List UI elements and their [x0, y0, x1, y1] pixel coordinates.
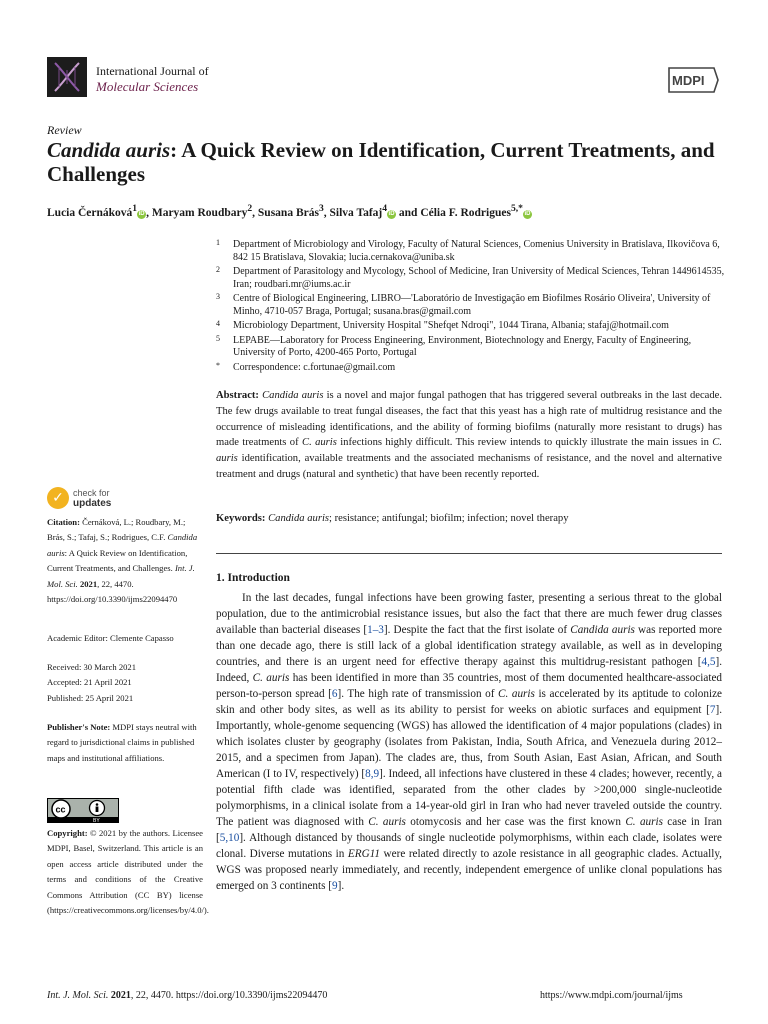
author-name[interactable]: Maryam Roudbary: [151, 206, 248, 219]
journal-name: [96, 64, 209, 94]
author-name[interactable]: Célia F. Rodrigues: [420, 206, 511, 219]
citation-block: [47, 515, 203, 607]
article-type: Review: [47, 123, 82, 137]
text-run: ; resistance; antifungal; biofilm; infection; novel therapy: [329, 513, 569, 524]
footer-citation: [47, 990, 327, 1001]
text-run: ]. Importantly, whole-genome sequencing (WGS) has allowed the identification of 4 major populations (clades) in which isolates cluster by geography (isolates from Pakistan, India, South Africa, and Venezuela during 2012–2015, and a specimen from Japan). The clades are, thus, from South Asian, East Asian, African, and South American (I to IV, respectively) [: [216, 704, 722, 780]
footer-journal: Int. J. Mol. Sci.: [47, 990, 109, 1001]
author-affiliation-number: 5,*: [510, 203, 523, 214]
italic-term: C. auris: [625, 816, 663, 828]
text-run: ]. The high rate of transmission of: [337, 688, 499, 700]
journal-name-line1: International Journal of: [96, 64, 209, 78]
affiliation-number: 2: [216, 265, 220, 274]
svg-text:cc: cc: [55, 804, 66, 815]
author-affiliation-number: 3: [318, 203, 324, 214]
text-run: ]. Indeed, all infections have clustered in these 4 clades; however, recently, a potential fifth clade was identified, separated from the other clades by >200,000 single-nucleotide polymorphisms, in a clinical isolate from a 14-year-old girl in Iran who had never traveled outside the country. The patient was diagnosed with: [216, 768, 723, 828]
received-date: Received: 30 March 2021: [47, 662, 137, 672]
title-rest: : A Quick Review on Identification, Current Treatments, and Challenges: [47, 138, 715, 186]
citation-year: 2021: [79, 578, 98, 589]
italic-term: C. auris: [216, 437, 722, 465]
italic-term: C. auris: [252, 672, 290, 684]
copyright-text: © 2021 by the authors. Licensee MDPI, Basel, Switzerland. This article is an open access article distributed under the terms and conditions of the Creative Commons Attribution (CC BY) license (https://creativecommons.org/licenses/by/4.0/).: [47, 828, 209, 916]
text-run: has been identified in more than 35 countries, most of them documented healthcare-associated person-to-person spread [: [216, 672, 722, 700]
italic-term: C. auris: [302, 437, 337, 449]
text-run: In the last decades, fungal infections have been growing faster, presenting a serious threat to the global population, due to the antimicrobial resistance issues, but also the fact that there are much fewer drug classes available than bacterial diseases [: [216, 592, 722, 636]
text-run: were related directly to azole resistance in all geographic clades. Actually, WGS was proposed nearly immediately, and recently, independent emergence of unlike clonal populations has emerged on 3 continents [: [216, 848, 722, 892]
italic-term: ERG11: [347, 848, 381, 860]
author-name[interactable]: Silva Tafaj: [329, 206, 383, 219]
text-run: ]. Despite the fact that the first isolate of: [383, 624, 571, 636]
orcid-icon[interactable]: iD: [138, 210, 145, 217]
pubnote-label: Publisher's Note:: [47, 722, 111, 732]
citation-journal: Int. J. Mol. Sci.: [47, 563, 195, 589]
keywords-label: Keywords:: [216, 513, 266, 524]
affiliation-text: Centre of Biological Engineering, LIBRO—'Laboratório de Investigação em Biofilmes Rosário Oliveira', University of Minho, 4710-057 Braga, Portugal; susana.bras@gmail.com: [233, 293, 711, 317]
affiliation-item: [216, 335, 728, 360]
citation-title: : A Quick Review on Identification, Current Treatments, and Challenges.: [47, 547, 188, 574]
journal-name-line2: Molecular Sciences: [96, 79, 199, 94]
article-title: [47, 138, 727, 186]
italic-term: Candida auris: [268, 513, 330, 524]
italic-term: Candida auris: [570, 624, 635, 636]
citation-label: Citation:: [47, 517, 80, 527]
abstract-label: Abstract:: [216, 390, 259, 401]
text-run: identification, available treatments and the associated mechanisms of resistance, and the novel and alternative treatment and drugs (natural and synthetic) that have been recently reported.: [216, 453, 722, 480]
text-run: is a novel and major fungal pathogen that has triggered several outbreaks in the last decade. The few drugs available to treat fungal diseases, the fact that this yeast has a high rate of multidrug resistance and the occurrence of misleading identifications, and the ability of forming biofilms (naturally more resistant to drugs) has made treatments of: [216, 390, 722, 449]
svg-text:MDPI: MDPI: [672, 73, 705, 88]
text-run: infections highly difficult. This review intends to quickly illustrate the main issues in: [336, 437, 713, 449]
orcid-icon[interactable]: iD: [388, 210, 395, 217]
reference-link[interactable]: 5,10: [219, 832, 240, 844]
author-name[interactable]: Lucia Černáková: [47, 206, 133, 219]
affiliation-item: [216, 293, 728, 318]
check-updates-line1: check for: [73, 488, 110, 498]
affiliation-number: *: [216, 360, 220, 370]
cc-by-license-icon[interactable]: [47, 798, 119, 823]
keywords: [216, 513, 722, 524]
affiliation-text: Department of Microbiology and Virology, Faculty of Natural Sciences, Comenius University in Bratislava, Ilkovičova 6, 842 15 Bratislava, Slovakia; lucia.cernakova@uniba.sk: [233, 239, 720, 263]
affiliation-item: [216, 266, 728, 291]
text-run: case in Iran [: [216, 816, 722, 844]
title-italic: Candida auris: [47, 138, 171, 162]
section-divider: [216, 553, 722, 554]
affiliation-number: 5: [216, 333, 220, 343]
affiliation-text: LEPABE—Laboratory for Process Engineering, Environment, Biotechnology and Energy, Faculty of Engineering, University of Porto, 4200-465 Porto, Portugal: [233, 334, 692, 358]
svg-text:BY: BY: [93, 818, 100, 823]
affiliation-number: 3: [216, 292, 220, 301]
reference-link[interactable]: 8,9: [365, 768, 380, 780]
footer-journal-url[interactable]: https://www.mdpi.com/journal/ijms: [540, 990, 683, 1001]
orcid-icon[interactable]: iD: [524, 210, 531, 217]
mdpi-logo: [666, 64, 720, 96]
journal-logo-icon: [47, 57, 87, 97]
keywords-text: [268, 513, 568, 524]
footer-year: 2021: [110, 990, 131, 1001]
academic-editor: Academic Editor: Clemente Capasso: [47, 633, 174, 643]
abstract-text: [216, 390, 722, 480]
citation-title-italic: Candida auris: [47, 532, 198, 558]
text-run: was reported more than one decade ago, there is still lack of a global identification strategy available, as well as in developing countries, and there is an urgent need for effective therapy against this multidrug-resistant pathogen [: [216, 624, 722, 668]
reference-link[interactable]: 1–3: [367, 624, 384, 636]
abstract: [216, 388, 722, 483]
text-run: is accelerated by its aptitude to colonize skin and other body sites, as well as its ability to persist for weeks on abiotic surfaces and equipment [: [216, 688, 723, 716]
citation-doi[interactable]: , 22, 4470. https://doi.org/10.3390/ijms22094470: [47, 578, 178, 605]
author-list: Lucia Černáková$^1$ iD , Maryam Roudbary$^2$, Susana Brás$^3$, Silva Tafaj$^4$ iD and Célia F. Rodrigues$^{5,*}$ iD: [47, 203, 531, 219]
copyright-notice: [47, 826, 209, 918]
author-affiliation-number: 1: [132, 203, 138, 214]
text-run: ]. Indeed,: [216, 656, 722, 684]
citation-authors: Černáková, L.; Roudbary, M.; Brás, S.; Tafaj, S.; Rodrigues, C.F.: [47, 517, 186, 543]
pubnote-text: MDPI stays neutral with regard to jurisdictional claims in published maps and institutional affiliations.: [47, 722, 197, 763]
affiliation-item: [216, 362, 728, 375]
affiliation-item: [216, 239, 728, 264]
dates: [47, 660, 203, 706]
accepted-date: Accepted: 21 April 2021: [47, 677, 132, 688]
affiliation-text: Microbiology Department, University Hospital "Shefqet Ndroqi", 1044 Tirana, Albania; stafaj@hotmail.com: [233, 320, 669, 331]
introduction-paragraph: [216, 590, 722, 894]
author-affiliation-number: 2: [247, 203, 253, 214]
published-date: Published: 25 April 2021: [47, 692, 134, 703]
section-title: 1. Introduction: [216, 572, 290, 584]
check-icon: ✓: [47, 487, 69, 509]
affiliation-text: Correspondence: c.fortunae@gmail.com: [233, 361, 396, 373]
reference-link[interactable]: 6: [331, 688, 338, 700]
text-run: otomycosis and her case was the first known: [405, 816, 626, 828]
reference-link[interactable]: 4,5: [701, 656, 716, 668]
affiliation-number: 1: [216, 238, 220, 247]
italic-term: C. auris: [368, 816, 406, 828]
reference-link[interactable]: 9: [332, 880, 338, 892]
text-run: ].: [337, 880, 345, 892]
check-for-updates-badge[interactable]: [47, 487, 167, 515]
affiliation-number: 4: [216, 319, 220, 328]
text-run: ]. Although distanced by thousands of single nucleotide polymorphisms, within each clade, isolates were clonal. Diverse mutations in: [216, 832, 722, 860]
affiliation-item: [216, 320, 728, 333]
publishers-note: [47, 720, 203, 766]
italic-term: Candida auris: [262, 390, 324, 401]
affiliation-text: Department of Parasitology and Mycology, School of Medicine, Iran University of Medical Sciences, Tehran 1449614535, Iran; roudbari.mr@iums.ac.ir: [233, 266, 725, 290]
italic-term: C. auris: [498, 688, 535, 700]
affiliations: [216, 239, 728, 376]
footer-doi: , 22, 4470. https://doi.org/10.3390/ijms22094470: [130, 990, 328, 1001]
copyright-label: Copyright:: [47, 828, 88, 838]
check-updates-line2: updates: [73, 498, 112, 509]
author-affiliation-number: 4: [382, 203, 388, 214]
author-name[interactable]: Susana Brás: [257, 206, 319, 219]
reference-link[interactable]: 7: [709, 704, 716, 716]
